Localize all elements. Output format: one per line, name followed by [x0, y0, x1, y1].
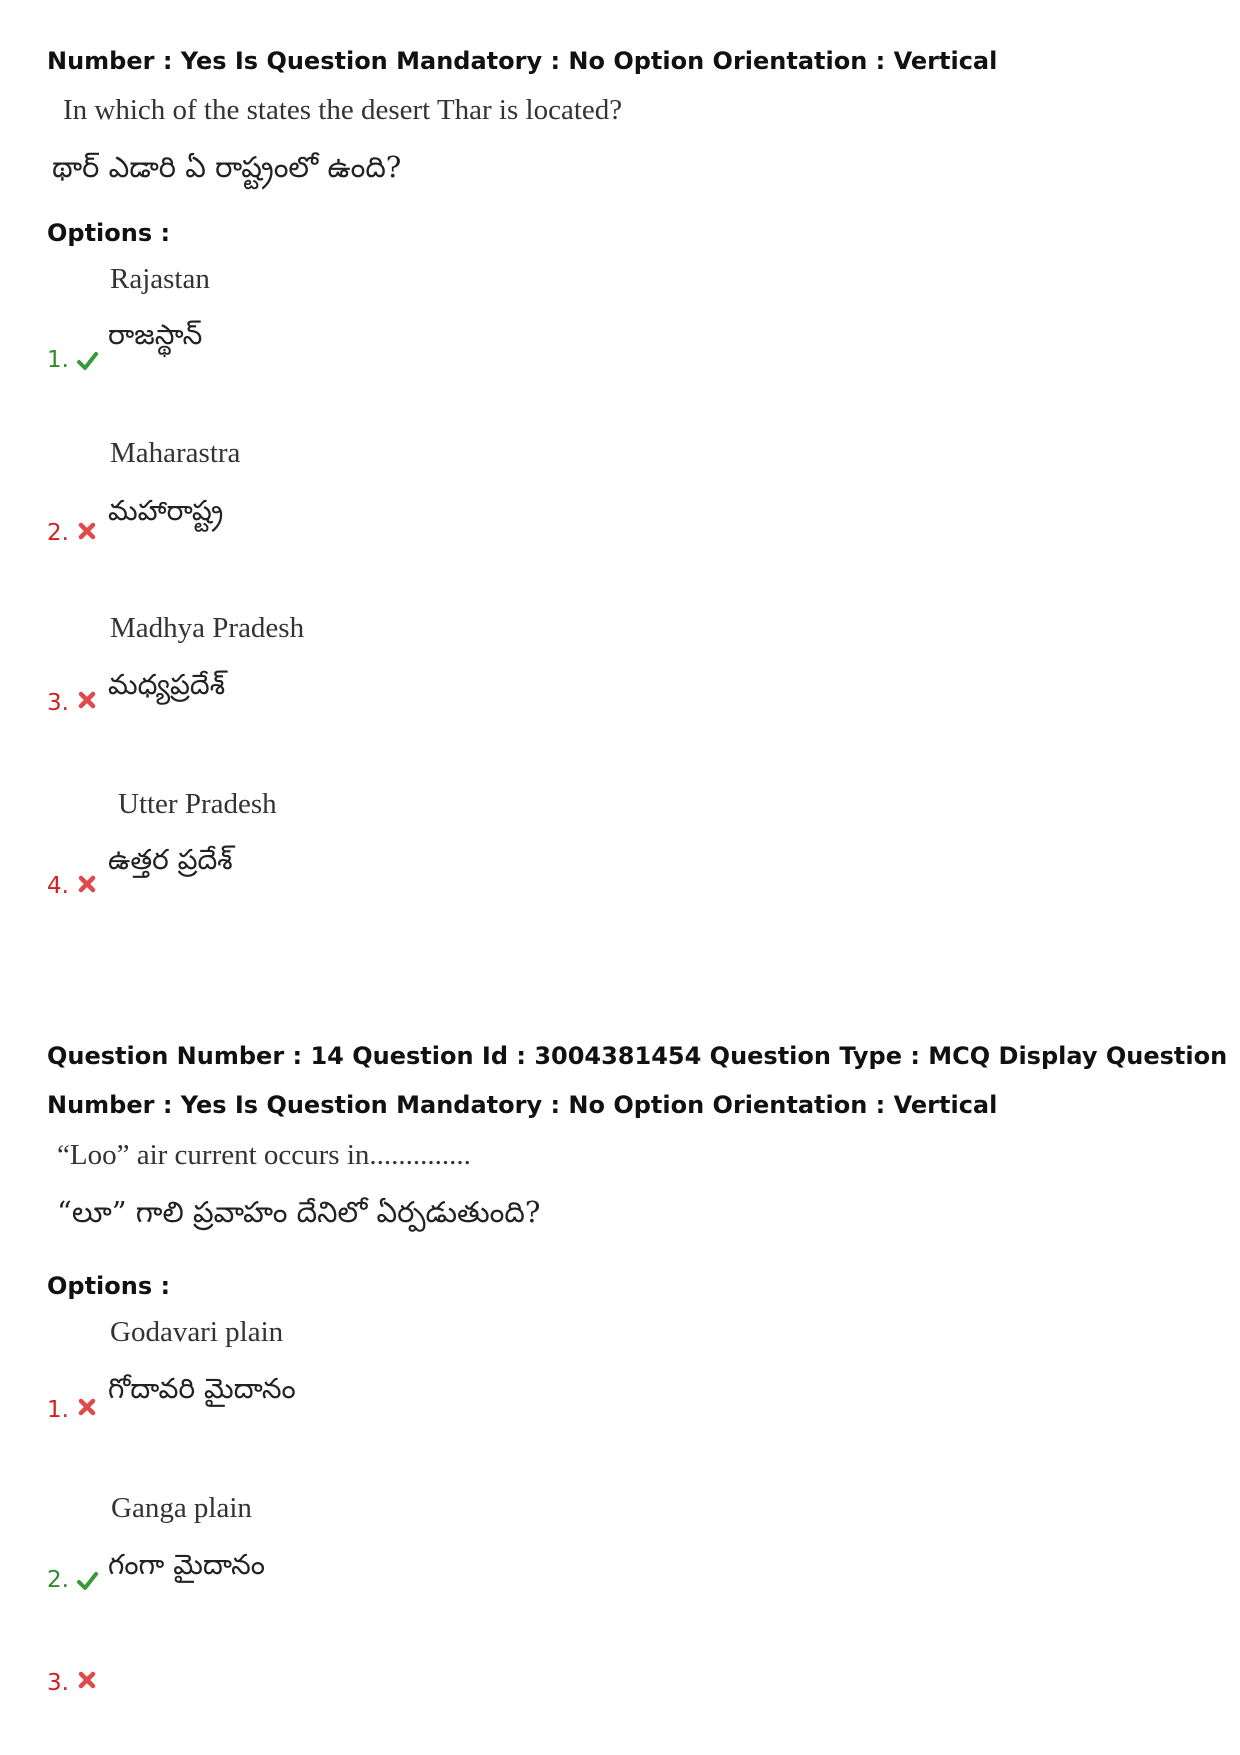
option-text-telugu: ఉత్తర ప్రదేశ్: [108, 843, 233, 876]
option-text-english: Ganga plain: [111, 1492, 252, 1524]
option-number: 3.: [47, 1670, 69, 1696]
option-number: 4.: [47, 873, 69, 899]
question-text-telugu: “లూ” గాలి ప్రవాహం దేనిలో ఏర్పడుతుంది?: [57, 1195, 541, 1229]
options-label: Options :: [47, 1272, 171, 1300]
option-text-telugu: మధ్యప్రదేశ్: [108, 668, 226, 701]
question-meta-line: Number : Yes Is Question Mandatory : No Option Orientation : Vertical: [47, 1091, 998, 1119]
cross-icon: [76, 520, 98, 542]
check-icon: [76, 350, 98, 372]
check-icon: [76, 1570, 98, 1592]
cross-icon: [76, 1396, 98, 1418]
option-number: 2.: [47, 1567, 69, 1593]
option-number: 1.: [47, 347, 69, 373]
option-text-english: Rajastan: [110, 263, 210, 295]
option-text-telugu: రాజస్థాన్: [108, 318, 203, 351]
option-text-english: Godavari plain: [110, 1316, 284, 1348]
option-text-telugu: మహారాష్ట్ర: [108, 494, 224, 527]
question-text-telugu: థార్ ఎడారి ఏ రాష్ట్రంలో ఉంది?: [52, 150, 402, 184]
question-text-english: In which of the states the desert Thar is located?: [63, 94, 623, 126]
option-number: 2.: [47, 520, 69, 546]
question-meta-line: Number : Yes Is Question Mandatory : No Option Orientation : Vertical: [47, 47, 998, 75]
option-text-telugu: గంగా మైదానం: [108, 1548, 265, 1581]
option-text-english: Maharastra: [110, 437, 241, 469]
option-number: 3.: [47, 690, 69, 716]
cross-icon: [76, 1669, 98, 1691]
option-text-english: Utter Pradesh: [118, 788, 277, 820]
options-label: Options :: [47, 219, 171, 247]
cross-icon: [76, 873, 98, 895]
option-number: 1.: [47, 1397, 69, 1423]
option-text-english: Madhya Pradesh: [110, 612, 305, 644]
cross-icon: [76, 689, 98, 711]
question-meta-line: Question Number : 14 Question Id : 3004381454 Question Type : MCQ Display Question: [47, 1042, 1228, 1070]
question-text-english: “Loo” air current occurs in..............: [57, 1139, 471, 1171]
option-text-telugu: గోదావరి మైదానం: [108, 1372, 296, 1405]
